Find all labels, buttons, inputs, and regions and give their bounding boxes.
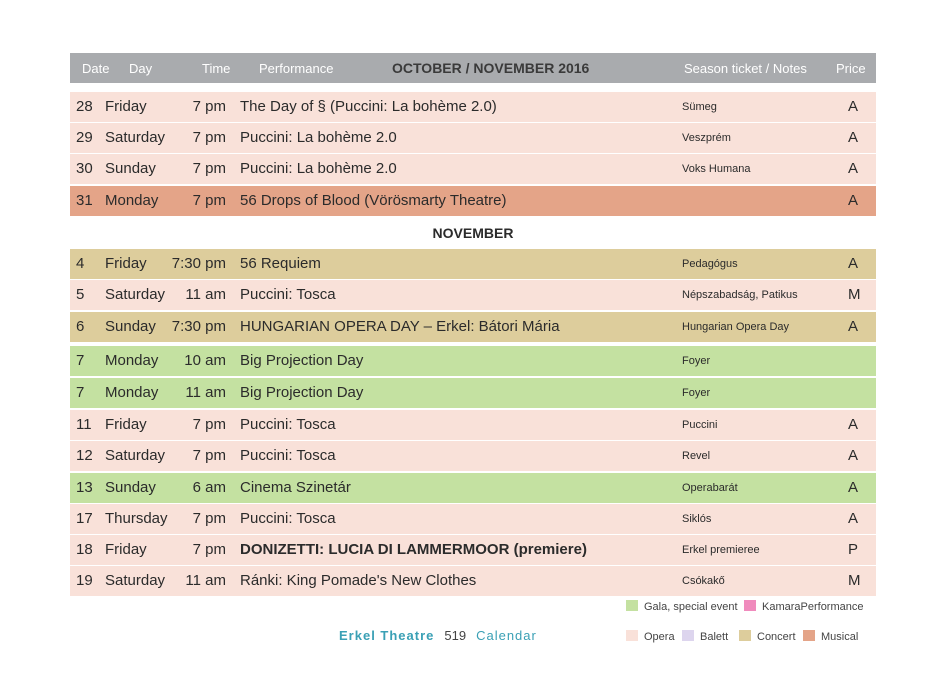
row-date: 7 — [76, 352, 85, 369]
row-performance: 56 Drops of Blood (Vörösmarty Theatre) — [240, 192, 507, 209]
row-time: 7 pm — [192, 192, 226, 209]
table-row — [70, 186, 876, 216]
table-row — [70, 504, 876, 534]
row-price: A — [848, 192, 859, 209]
row-performance: Big Projection Day — [240, 352, 364, 369]
row-time: 7 pm — [192, 447, 226, 464]
footer-brand: Erkel Theatre — [339, 628, 435, 643]
row-notes: Puccini — [682, 419, 718, 431]
legend-swatch-gala — [626, 600, 638, 611]
row-day: Sunday — [105, 318, 156, 335]
row-performance: Cinema Szinetár — [240, 479, 351, 496]
row-day: Saturday — [105, 447, 166, 464]
footer-section: Calendar — [476, 628, 537, 643]
header-price: Price — [836, 61, 866, 76]
row-time: 10 am — [184, 352, 226, 369]
table-row — [70, 441, 876, 471]
row-date: 5 — [76, 286, 85, 303]
row-time: 11 am — [185, 384, 226, 401]
legend-concert: Concert — [739, 630, 796, 643]
row-notes: Hungarian Opera Day — [682, 321, 790, 333]
row-date: 28 — [76, 98, 93, 115]
legend-opera: Opera — [626, 630, 675, 643]
row-time: 7 pm — [192, 416, 226, 433]
header-day: Day — [129, 61, 153, 76]
row-price: A — [848, 160, 859, 177]
table-row — [70, 154, 876, 184]
row-date: 18 — [76, 541, 93, 558]
row-time: 7 pm — [192, 129, 226, 146]
row-time: 7 pm — [192, 160, 226, 177]
table-row — [70, 473, 876, 503]
row-day: Saturday — [105, 286, 166, 303]
row-day: Monday — [105, 384, 159, 401]
row-price: A — [848, 479, 859, 496]
row-performance: DONIZETTI: LUCIA DI LAMMERMOOR (premiere) — [240, 541, 587, 558]
table-row — [70, 410, 876, 440]
row-price: M — [848, 286, 861, 303]
row-performance: Ránki: King Pomade's New Clothes — [240, 572, 477, 589]
legend-kamara: KamaraPerformance — [744, 600, 864, 613]
row-notes: Revel — [682, 450, 711, 462]
row-day: Monday — [105, 192, 159, 209]
row-date: 19 — [76, 572, 93, 589]
row-date: 6 — [76, 318, 85, 335]
row-price: A — [848, 416, 859, 433]
legend-swatch-balett — [682, 630, 694, 641]
row-price: A — [848, 255, 859, 272]
header-notes: Season ticket / Notes — [684, 61, 807, 76]
header-date: Date — [82, 61, 110, 76]
table-row — [70, 312, 876, 342]
row-performance: Puccini: Tosca — [240, 416, 336, 433]
row-price: A — [848, 129, 859, 146]
row-date: 13 — [76, 479, 93, 496]
legend-gala: Gala, special event — [626, 600, 738, 613]
table-row — [70, 535, 876, 565]
row-day: Friday — [105, 255, 147, 272]
row-performance: HUNGARIAN OPERA DAY – Erkel: Bátori Mária — [240, 318, 560, 335]
legend-swatch-kamara — [744, 600, 756, 611]
row-notes: Siklós — [682, 513, 712, 525]
row-time: 6 am — [192, 479, 226, 496]
row-date: 11 — [76, 416, 92, 433]
row-notes: Népszabadság, Patikus — [682, 289, 798, 301]
row-day: Saturday — [105, 572, 166, 589]
table-header — [70, 53, 876, 83]
row-price: A — [848, 98, 859, 115]
row-day: Monday — [105, 352, 159, 369]
header-title: OCTOBER / NOVEMBER 2016 — [392, 60, 590, 76]
row-time: 11 am — [185, 572, 226, 589]
table-row — [70, 346, 876, 376]
row-price: M — [848, 572, 861, 589]
legend-swatch-musical — [803, 630, 815, 641]
row-performance: Big Projection Day — [240, 384, 364, 401]
row-performance: 56 Requiem — [240, 255, 321, 272]
row-notes: Erkel premieree — [682, 544, 760, 556]
row-notes: Foyer — [682, 387, 711, 399]
row-day: Thursday — [105, 510, 168, 527]
row-date: 4 — [76, 255, 85, 272]
row-price: A — [848, 318, 859, 335]
header-performance: Performance — [259, 61, 334, 76]
table-row — [70, 92, 876, 122]
row-day: Saturday — [105, 129, 166, 146]
row-day: Friday — [105, 541, 147, 558]
row-performance: Puccini: La bohème 2.0 — [240, 160, 397, 177]
row-price: A — [848, 447, 859, 464]
legend-balett: Balett — [682, 630, 728, 643]
page-footer — [339, 628, 537, 643]
table-row — [70, 280, 876, 310]
section-title-november: NOVEMBER — [432, 225, 514, 241]
row-day: Sunday — [105, 479, 156, 496]
row-performance: The Day of § (Puccini: La bohème 2.0) — [240, 98, 497, 115]
legend-musical: Musical — [803, 630, 858, 643]
row-notes: Voks Humana — [682, 163, 751, 175]
table-row — [70, 249, 876, 279]
row-price: P — [848, 541, 859, 558]
row-performance: Puccini: Tosca — [240, 510, 336, 527]
row-date: 29 — [76, 129, 93, 146]
row-notes: Veszprém — [682, 132, 731, 144]
row-time: 11 am — [185, 286, 226, 303]
row-day: Friday — [105, 416, 147, 433]
row-time: 7:30 pm — [171, 318, 226, 335]
row-performance: Puccini: La bohème 2.0 — [240, 129, 397, 146]
page-number: 519 — [444, 628, 467, 643]
table-row — [70, 123, 876, 153]
legend-swatch-concert — [739, 630, 751, 641]
legend-swatch-opera — [626, 630, 638, 641]
row-notes: Sümeg — [682, 101, 717, 113]
row-notes: Pedagógus — [682, 258, 738, 270]
row-date: 12 — [76, 447, 93, 464]
row-date: 31 — [76, 192, 93, 209]
row-day: Friday — [105, 98, 147, 115]
row-price: A — [848, 510, 859, 527]
header-time: Time — [202, 61, 231, 76]
table-row — [70, 378, 876, 408]
row-date: 30 — [76, 160, 93, 177]
row-notes: Operabarát — [682, 482, 738, 494]
row-time: 7 pm — [192, 510, 226, 527]
row-day: Sunday — [105, 160, 156, 177]
row-time: 7 pm — [192, 98, 226, 115]
row-time: 7 pm — [192, 541, 226, 558]
row-performance: Puccini: Tosca — [240, 447, 336, 464]
row-time: 7:30 pm — [171, 255, 226, 272]
row-notes: Csókakő — [682, 575, 725, 587]
row-performance: Puccini: Tosca — [240, 286, 336, 303]
row-notes: Foyer — [682, 355, 711, 367]
row-date: 7 — [76, 384, 85, 401]
table-row — [70, 566, 876, 596]
row-date: 17 — [76, 510, 93, 527]
